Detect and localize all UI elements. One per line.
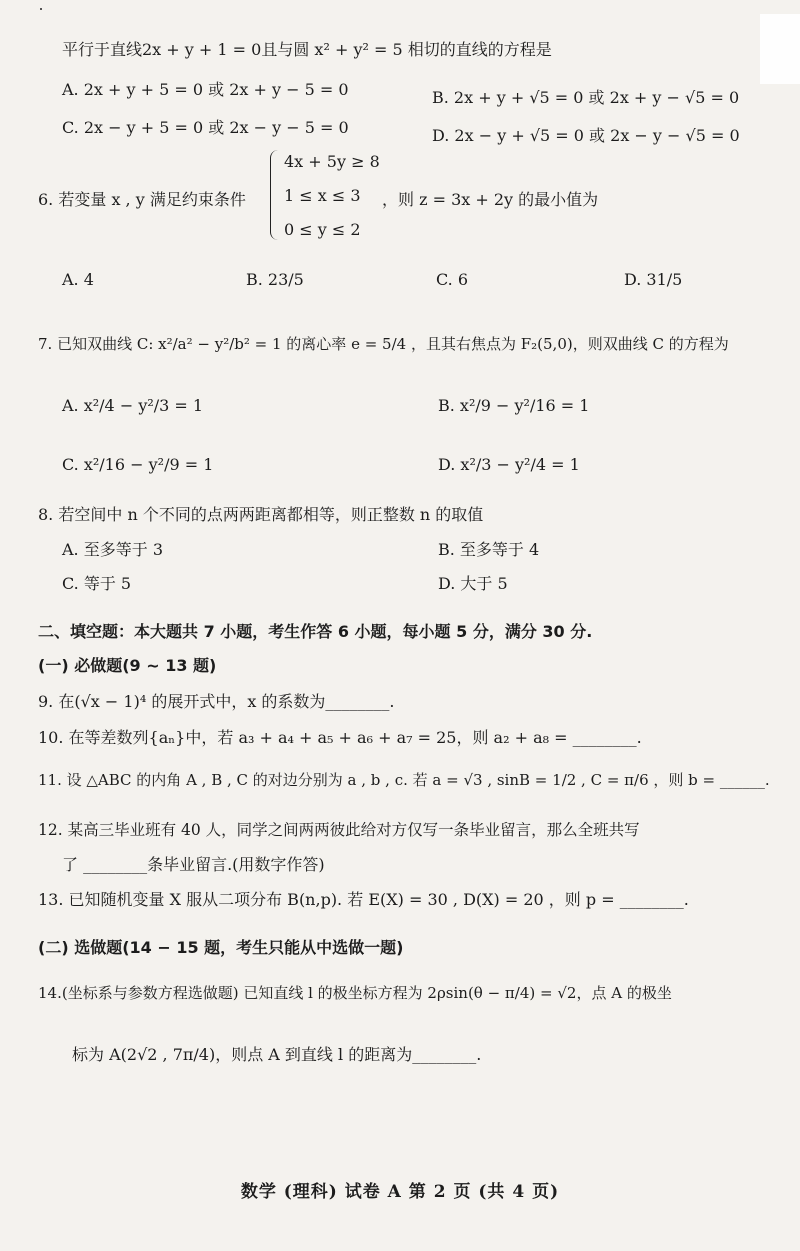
- problem5-stem: 平行于直线2x + y + 1 = 0且与圆 x² + y² = 5 相切的直线的方程是: [62, 40, 552, 59]
- problem6-tail: ，则 z = 3x + 2y 的最小值为: [382, 190, 599, 209]
- problem6-lead: 6. 若变量 x , y 满足约束条件: [38, 190, 246, 209]
- problem6-option-b: B. 23/5: [246, 270, 304, 289]
- scan-smudge: [760, 14, 800, 84]
- problem9: 9. 在(√x − 1)⁴ 的展开式中，x 的系数为________.: [38, 692, 395, 711]
- problem13: 13. 已知随机变量 X 服从二项分布 B(n,p). 若 E(X) = 30 , D(X) = 20 ，则 p = ________.: [38, 890, 689, 909]
- problem11: 11. 设 △ABC 的内角 A , B , C 的对边分别为 a , b , c. 若 a = √3 , sinB = 1/2 , C = π/6 ，则 b = ______.: [38, 771, 770, 789]
- problem7-option-d: D. x²/3 − y²/4 = 1: [438, 455, 580, 474]
- problem8-stem: 8. 若空间中 n 个不同的点两两距离都相等，则正整数 n 的取值: [38, 505, 484, 524]
- problem8-option-a: A. 至多等于 3: [62, 540, 163, 559]
- problem8-option-d: D. 大于 5: [438, 574, 508, 593]
- section2-title: 二、填空题：本大题共 7 小题，考生作答 6 小题，每小题 5 分，满分 30 分.: [38, 622, 593, 641]
- problem6-constraint-3: 0 ≤ y ≤ 2: [284, 220, 361, 239]
- problem5-option-b: B. 2x + y + √5 = 0 或 2x + y − √5 = 0: [432, 88, 740, 107]
- problem7-option-b: B. x²/9 − y²/16 = 1: [438, 396, 590, 415]
- section2-optional-heading: (二) 选做题(14 − 15 题，考生只能从中选做一题): [38, 938, 404, 957]
- scan-speck: [40, 8, 42, 10]
- problem6-option-d: D. 31/5: [624, 270, 683, 289]
- problem6-constraint-1: 4x + 5y ≥ 8: [284, 152, 380, 171]
- problem14-line2: 标为 A(2√2 , 7π/4)，则点 A 到直线 l 的距离为________.: [72, 1045, 482, 1064]
- problem8-option-b: B. 至多等于 4: [438, 540, 540, 559]
- problem8-option-c: C. 等于 5: [62, 574, 132, 593]
- problem6-option-a: A. 4: [62, 270, 94, 289]
- section2-required-heading: (一) 必做题(9 ~ 13 题): [38, 656, 217, 675]
- problem14-line1: 14.(坐标系与参数方程选做题) 已知直线 l 的极坐标方程为 2ρsin(θ − π/4) = √2，点 A 的极坐: [38, 984, 672, 1002]
- page-footer: 数学 (理科) 试卷 A 第 2 页 (共 4 页): [240, 1182, 560, 1202]
- problem7-option-a: A. x²/4 − y²/3 = 1: [62, 396, 204, 415]
- problem7-stem: 7. 已知双曲线 C: x²/a² − y²/b² = 1 的离心率 e = 5/4 ，且其右焦点为 F₂(5,0)，则双曲线 C 的方程为: [38, 335, 729, 353]
- problem5-option-a: A. 2x + y + 5 = 0 或 2x + y − 5 = 0: [62, 80, 349, 99]
- constraint-brace: [270, 150, 279, 240]
- problem12-line1: 12. 某高三毕业班有 40 人，同学之间两两彼此给对方仅写一条毕业留言，那么全班共写: [38, 821, 640, 839]
- problem12-line2: 了 ________条毕业留言.(用数字作答): [62, 855, 325, 874]
- problem6-constraint-2: 1 ≤ x ≤ 3: [284, 186, 361, 205]
- problem5-option-c: C. 2x − y + 5 = 0 或 2x − y − 5 = 0: [62, 118, 349, 137]
- problem5-option-d: D. 2x − y + √5 = 0 或 2x − y − √5 = 0: [432, 126, 740, 145]
- problem6-option-c: C. 6: [436, 270, 469, 289]
- problem10: 10. 在等差数列{aₙ}中，若 a₃ + a₄ + a₅ + a₆ + a₇ = 25，则 a₂ + a₈ = ________.: [38, 728, 642, 747]
- problem7-option-c: C. x²/16 − y²/9 = 1: [62, 455, 214, 474]
